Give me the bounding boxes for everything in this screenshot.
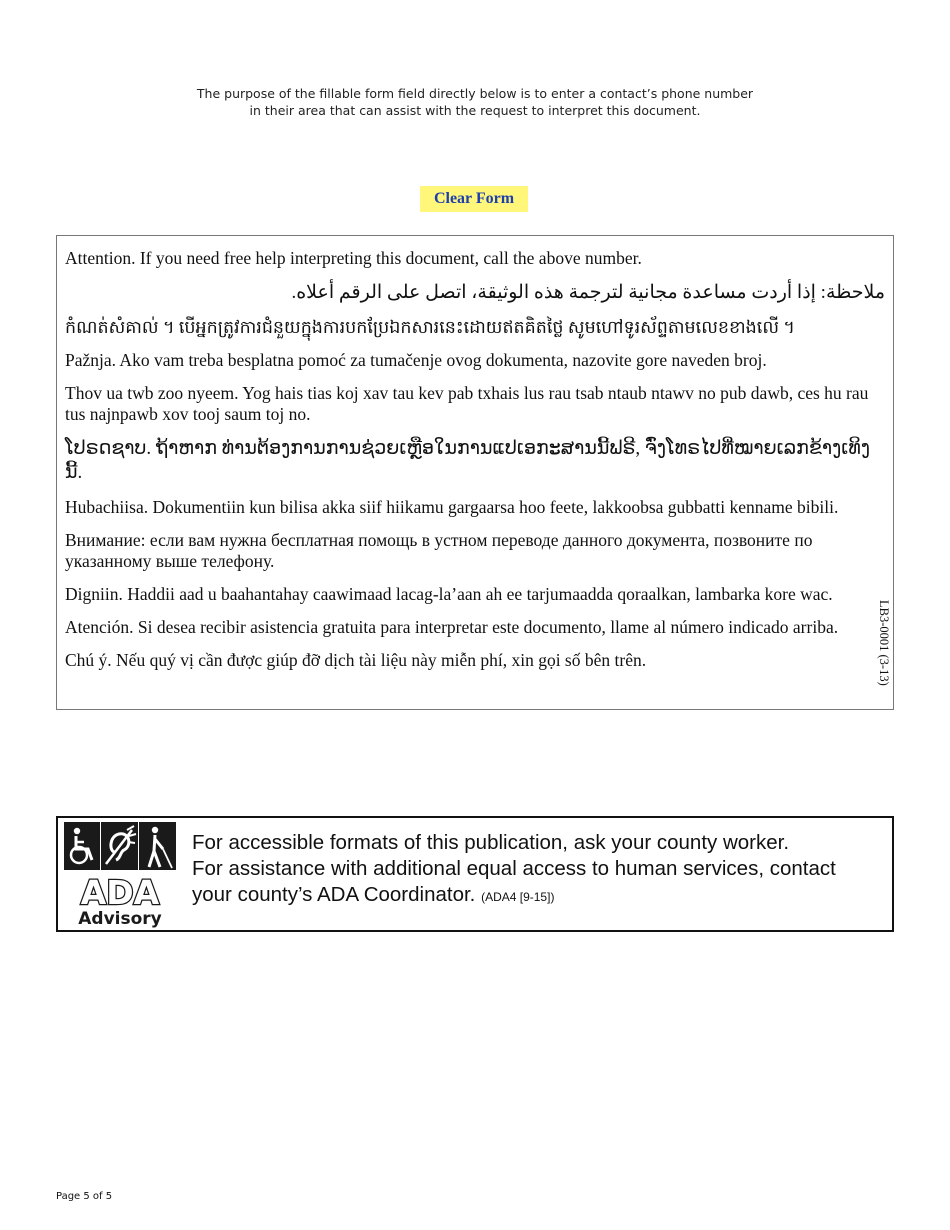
language-notice-oromo: Hubachiisa. Dokumentiin kun bilisa akka siif hiikamu gargaarsa hoo feete, lakkoobsa gubbatti kenname bibili. [65, 497, 839, 517]
form-purpose-line-2: in their area that can assist with the request to interpret this document. [249, 103, 701, 118]
ada-logo-word: ADA [80, 873, 160, 912]
language-notice-russian: Внимание: если вам нужна бесплатная помощь в устном переводе данного документа, позвоните по указанному выше телефону. [65, 530, 813, 571]
form-purpose-note [0, 85, 950, 119]
language-notice-hmong: Thov ua twb zoo nyeem. Yog hais tias koj xav tau kev pab txhais lus rau tsab ntaub ntawv no pub dawb, ces hu rau tus najnpawb xov tooj saum toj no. [65, 383, 869, 424]
language-notice-spanish: Atención. Si desea recibir asistencia gratuita para interpretar este documento, llame al número indicado arriba. [65, 617, 839, 637]
page-number: Page 5 of 5 [56, 1191, 113, 1202]
clear-form-button[interactable]: Clear Form [420, 186, 528, 212]
ada-code: (ADA4 [9-15]) [481, 890, 555, 904]
language-assistance-box [56, 235, 894, 710]
language-notice-somali: Digniin. Haddii aad u baahantahay caawimaad lacag-la’aan ah ee tarjumaadda qoraalkan, lambarka kore wac. [65, 584, 833, 604]
ada-message [192, 830, 892, 910]
language-notice-arabic: ملاحظة: إذا أردت مساعدة مجانية لترجمة هذه الوثيقة، اتصل على الرقم أعلاه. [291, 282, 885, 303]
ada-line-3: your county’s ADA Coordinator. [192, 883, 476, 906]
language-notice-english: Attention. If you need free help interpreting this document, call the above number. [65, 248, 642, 268]
ada-logo-advisory-word: Advisory [78, 909, 162, 928]
language-notice-bosnian: Pažnja. Ako vam treba besplatna pomoć za tumačenje ovog dokumenta, nazovite gore naveden broj. [65, 350, 767, 370]
ada-line-3-container [192, 882, 892, 910]
ada-advisory-box [56, 816, 894, 932]
language-notice-khmer: កំណត់សំគាល់ ។ បើអ្នកត្រូវការជំនួយក្នុងការបកប្រែឯកសារនេះដោយឥតគិតថ្លៃ សូមហៅទូរស័ព្ទតាមលេខខាងលើ ។ [65, 317, 795, 337]
language-notice-lao: ໂປຣດຊາບ. ຖ້າຫາກ ທ່ານຕ້ອງການການຊ່ວຍເຫຼືອໃນການແປເອກະສານນີ້ຟຣີ, ຈົ່ງໂທຣໄປທີ່ໝາຍເລກຂ້າງເທິງນີ້. [65, 438, 871, 483]
form-purpose-line-1: The purpose of the fillable form field directly below is to enter a contact’s phone number [196, 86, 754, 101]
ada-line-1: For accessible formats of this publication, ask your county worker. [192, 831, 790, 854]
form-code: LB3-0001 (3-13) [877, 600, 891, 686]
ada-line-2: For assistance with additional equal access to human services, contact [192, 857, 836, 880]
language-notice-vietnamese: Chú ý. Nếu quý vị cần được giúp đỡ dịch tài liệu này miễn phí, xin gọi số bên trên. [65, 650, 647, 670]
ada-advisory-logo [64, 822, 176, 928]
